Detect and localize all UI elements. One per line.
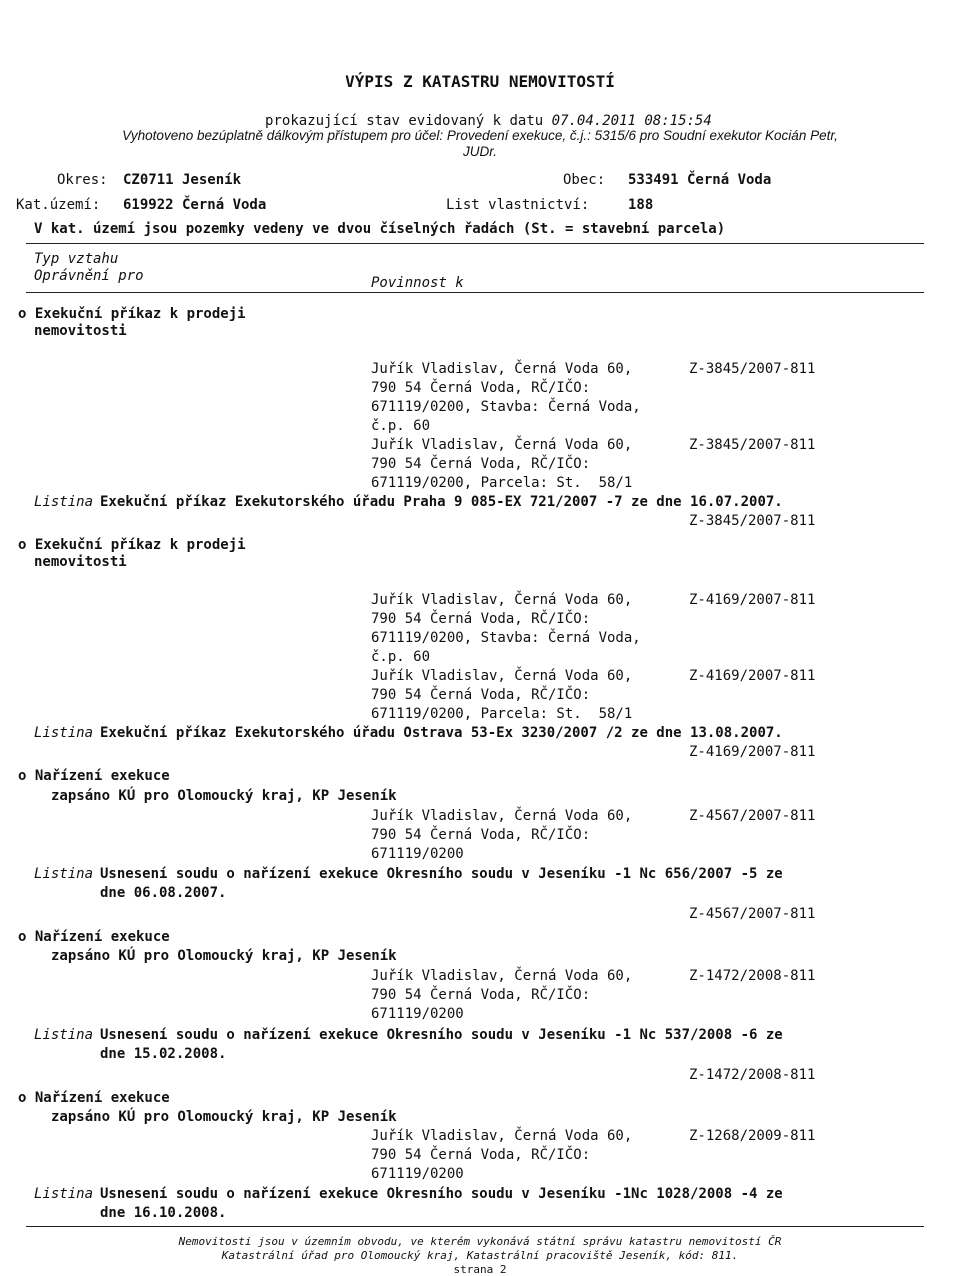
party-line: 790 54 Černá Voda, RČ/IČO: (371, 687, 591, 703)
reference-number: Z-4567/2007-811 (689, 808, 816, 824)
party-line: Juřík Vladislav, Černá Voda 60, (371, 968, 633, 984)
reference-number: Z-3845/2007-811 (689, 437, 816, 453)
party-line: 671119/0200, Parcela: St. 58/1 (371, 475, 633, 491)
status-datetime: 07.04.2011 08:15:54 (551, 113, 712, 129)
list-value: 188 (628, 197, 654, 213)
entry-title-cont: zapsáno KÚ pro Olomoucký kraj, KP Jeseník (51, 1109, 397, 1125)
reference-number: Z-4169/2007-811 (689, 592, 816, 608)
col-povinnost: Povinnost k (371, 275, 464, 291)
page-number: strana 2 (453, 1263, 507, 1276)
footer-line: Nemovitosti jsou v územním obvodu, ve kterém vykonává státní správu katastru nemovitostí ČR (178, 1235, 782, 1248)
okres-label: Okres: (57, 172, 108, 188)
party-line: 790 54 Černá Voda, RČ/IČO: (371, 1147, 591, 1163)
listina-text: Exekuční příkaz Exekutorského úřadu Praha 9 085-EX 721/2007 -7 ze dne 16.07.2007. (100, 494, 783, 510)
katuzemi-value: 619922 Černá Voda (123, 197, 267, 213)
listina-text-cont: dne 06.08.2007. (100, 885, 227, 901)
separator-header (26, 292, 924, 293)
parcel-note: V kat. území jsou pozemky vedeny ve dvou číselných řadách (St. = stavební parcela) (34, 221, 726, 237)
party-line: Juřík Vladislav, Černá Voda 60, (371, 592, 633, 608)
document-title: VÝPIS Z KATASTRU NEMOVITOSTÍ (345, 72, 615, 91)
party-line: 671119/0200, Parcela: St. 58/1 (371, 706, 633, 722)
party-line: 671119/0200 (371, 846, 464, 862)
reference-number: Z-4169/2007-811 (689, 668, 816, 684)
reference-number: Z-4567/2007-811 (689, 906, 816, 922)
listina-text: Usnesení soudu o nařízení exekuce Okresního soudu v Jeseníku -1Nc 1028/2008 -4 ze (100, 1186, 783, 1202)
party-line: Juřík Vladislav, Černá Voda 60, (371, 808, 633, 824)
purpose-line-cont: JUDr. (463, 144, 497, 159)
party-line: č.p. 60 (371, 649, 431, 665)
reference-number: Z-1472/2008-811 (689, 1067, 816, 1083)
listina-text-cont: dne 15.02.2008. (100, 1046, 227, 1062)
party-line: č.p. 60 (371, 418, 431, 434)
separator-top (26, 243, 924, 244)
entry-title: o Nařízení exekuce (18, 1090, 170, 1106)
entry-title-cont: nemovitosti (34, 323, 127, 339)
reference-number: Z-3845/2007-811 (689, 361, 816, 377)
listina-label: Listina (34, 1027, 94, 1043)
okres-value: CZ0711 Jeseník (123, 172, 242, 188)
separator-footer (26, 1226, 924, 1227)
listina-text-cont: dne 16.10.2008. (100, 1205, 227, 1221)
status-line (0, 97, 960, 129)
status-prefix: prokazující stav evidovaný k datu (265, 113, 544, 129)
party-line: 671119/0200, Stavba: Černá Voda, (371, 630, 641, 646)
katuzemi-label: Kat.území: (16, 197, 101, 213)
entry-title: o Exekuční příkaz k prodeji (18, 306, 246, 322)
party-line: 790 54 Černá Voda, RČ/IČO: (371, 987, 591, 1003)
listina-label: Listina (34, 1186, 94, 1202)
obec-value: 533491 Černá Voda (628, 172, 772, 188)
entry-title-cont: zapsáno KÚ pro Olomoucký kraj, KP Jeseník (51, 948, 397, 964)
listina-label: Listina (34, 494, 94, 510)
col-opravneni: Oprávnění pro (34, 268, 144, 284)
listina-text: Usnesení soudu o nařízení exekuce Okresního soudu v Jeseníku -1 Nc 656/2007 -5 ze (100, 866, 783, 882)
party-line: 671119/0200 (371, 1006, 464, 1022)
entry-title: o Nařízení exekuce (18, 768, 170, 784)
party-line: Juřík Vladislav, Černá Voda 60, (371, 437, 633, 453)
listina-text: Usnesení soudu o nařízení exekuce Okresního soudu v Jeseníku -1 Nc 537/2008 -6 ze (100, 1027, 783, 1043)
party-line: 790 54 Černá Voda, RČ/IČO: (371, 827, 591, 843)
party-line: Juřík Vladislav, Černá Voda 60, (371, 361, 633, 377)
party-line: 671119/0200 (371, 1166, 464, 1182)
reference-number: Z-1472/2008-811 (689, 968, 816, 984)
entry-title-cont: zapsáno KÚ pro Olomoucký kraj, KP Jeseník (51, 788, 397, 804)
reference-number: Z-3845/2007-811 (689, 513, 816, 529)
listina-label: Listina (34, 866, 94, 882)
party-line: 790 54 Černá Voda, RČ/IČO: (371, 456, 591, 472)
obec-label: Obec: (563, 172, 606, 188)
party-line: Juřík Vladislav, Černá Voda 60, (371, 1128, 633, 1144)
reference-number: Z-1268/2009-811 (689, 1128, 816, 1144)
party-line: 671119/0200, Stavba: Černá Voda, (371, 399, 641, 415)
reference-number: Z-4169/2007-811 (689, 744, 816, 760)
footer-line: Katastrální úřad pro Olomoucký kraj, Katastrální pracoviště Jeseník, kód: 811. (221, 1249, 739, 1262)
col-typ-vztahu: Typ vztahu (34, 251, 119, 267)
entry-title: o Exekuční příkaz k prodeji (18, 537, 246, 553)
party-line: Juřík Vladislav, Černá Voda 60, (371, 668, 633, 684)
list-label: List vlastnictví: (446, 197, 590, 213)
party-line: 790 54 Černá Voda, RČ/IČO: (371, 380, 591, 396)
listina-label: Listina (34, 725, 94, 741)
entry-title: o Nařízení exekuce (18, 929, 170, 945)
purpose-line: Vyhotoveno bezúplatně dálkovým přístupem pro účel: Provedení exekuce, č.j.: 5315/6 pro Soudní exekutor Kocián Petr, (122, 128, 838, 143)
entry-title-cont: nemovitosti (34, 554, 127, 570)
party-line: 790 54 Černá Voda, RČ/IČO: (371, 611, 591, 627)
listina-text: Exekuční příkaz Exekutorského úřadu Ostrava 53-Ex 3230/2007 /2 ze dne 13.08.2007. (100, 725, 783, 741)
